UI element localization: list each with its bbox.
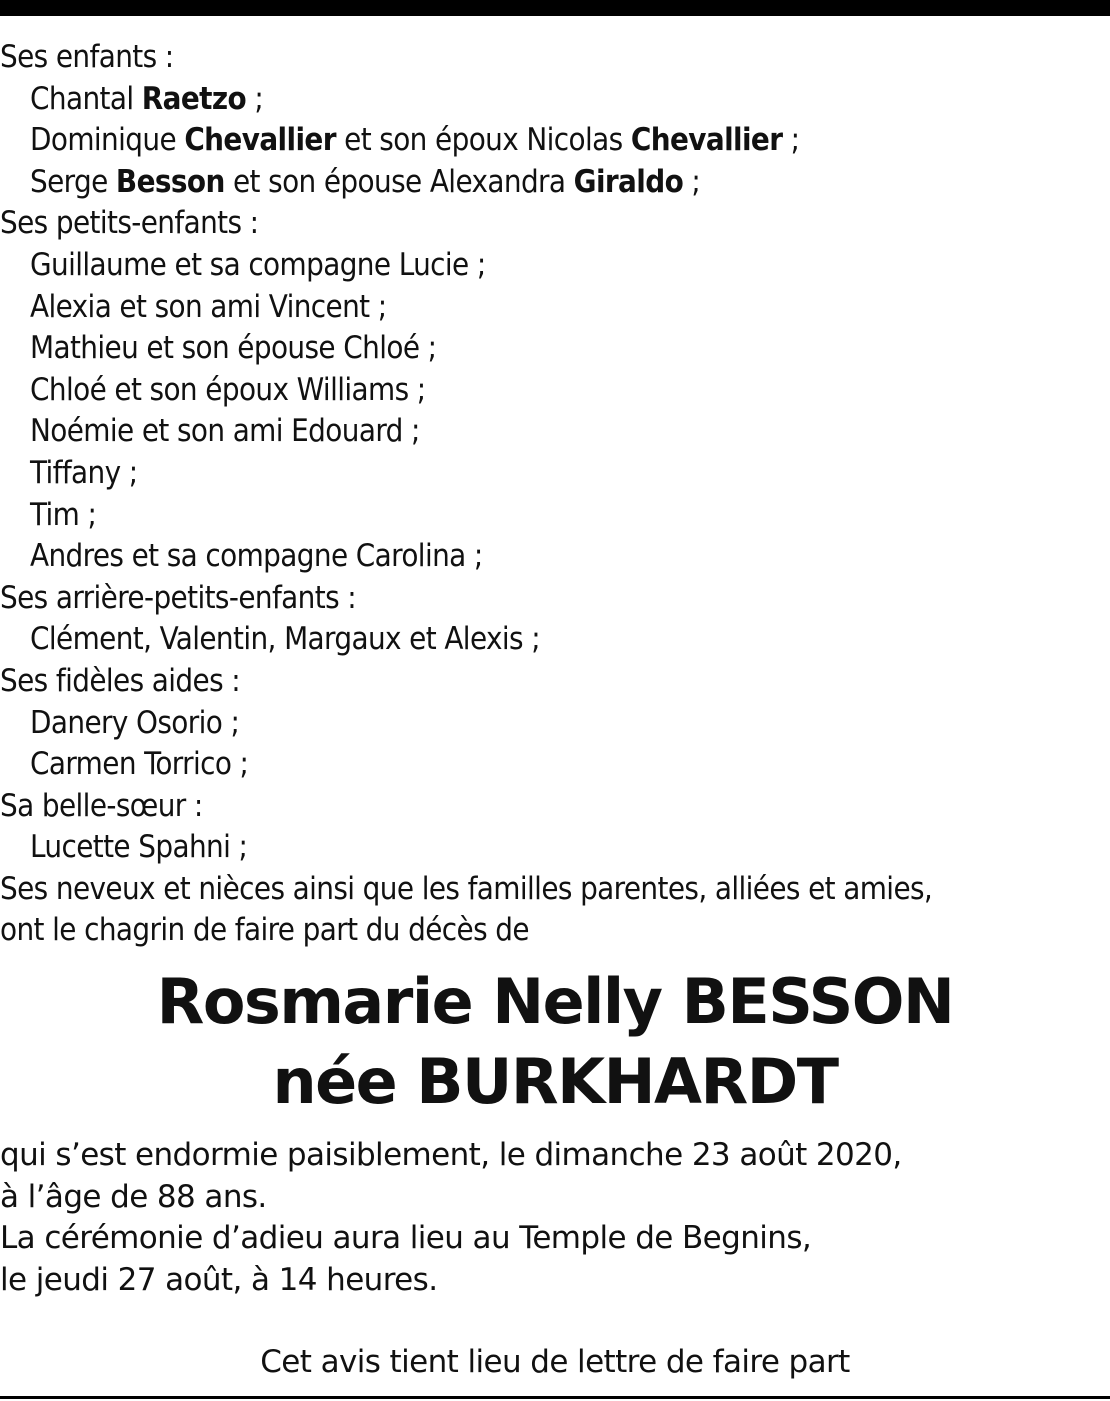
- helper-entry: Carmen Torrico ;: [30, 746, 249, 783]
- spouse-surname: Chevallier: [630, 122, 783, 159]
- sister-in-law-header: Sa belle-sœur :: [0, 787, 203, 824]
- spouse-surname: Giraldo: [573, 163, 684, 200]
- bottom-border-rule: [0, 1396, 1110, 1399]
- grandchild-entry: Andres et sa compagne Carolina ;: [30, 538, 483, 575]
- child-entry: Dominique Chevallier et son époux Nicolas Chevallier ;: [30, 122, 800, 159]
- grandchild-entry: Alexia et son ami Vincent ;: [30, 288, 387, 325]
- details-line-3: La cérémonie d’adieu aura lieu au Temple de Begnins,: [0, 1220, 812, 1257]
- grandchildren-header: Ses petits-enfants :: [0, 205, 259, 242]
- top-border-rule: [0, 0, 1110, 16]
- helper-entry: Danery Osorio ;: [30, 704, 240, 741]
- ceremony-details: [0, 1135, 1110, 1301]
- deceased-maiden-name: née BURKHARDT: [272, 1045, 838, 1118]
- grandchild-entry: Mathieu et son épouse Chloé ;: [30, 330, 437, 367]
- helpers-header: Ses fidèles aides :: [0, 662, 241, 699]
- sister-in-law-entry: Lucette Spahni ;: [30, 829, 248, 866]
- family-list: [0, 37, 1110, 952]
- closing-line-1: Ses neveux et nièces ainsi que les familles parentes, alliées et amies,: [0, 870, 933, 907]
- grandchild-entry: Noémie et son ami Edouard ;: [30, 413, 420, 450]
- child-entry: Serge Besson et son épouse Alexandra Giraldo ;: [30, 163, 701, 200]
- children-header: Ses enfants :: [0, 39, 174, 75]
- child-entry: Chantal Raetzo ;: [30, 80, 264, 117]
- details-line-1: qui s’est endormie paisiblement, le dimanche 23 août 2020,: [0, 1137, 902, 1173]
- grandchild-entry: Chloé et son époux Williams ;: [30, 371, 426, 408]
- deceased-name: Rosmarie Nelly BESSON: [156, 965, 954, 1038]
- deceased-name-block: [0, 962, 1110, 1122]
- grandchild-entry: Guillaume et sa compagne Lucie ;: [30, 246, 486, 283]
- great-grandchild-entry: Clément, Valentin, Margaux et Alexis ;: [30, 621, 540, 658]
- surname: Besson: [115, 163, 225, 200]
- grandchild-entry: Tiffany ;: [30, 454, 138, 491]
- surname: Raetzo: [141, 80, 247, 117]
- surname: Chevallier: [184, 122, 336, 159]
- grandchild-entry: Tim ;: [30, 496, 97, 533]
- great-grandchildren-header: Ses arrière-petits-enfants :: [0, 579, 357, 616]
- details-line-4: le jeudi 27 août, à 14 heures.: [0, 1261, 438, 1298]
- details-line-2: à l’âge de 88 ans.: [0, 1178, 267, 1215]
- footer-note: Cet avis tient lieu de lettre de faire part: [260, 1344, 850, 1380]
- closing-line-2: ont le chagrin de faire part du décès de: [0, 912, 529, 949]
